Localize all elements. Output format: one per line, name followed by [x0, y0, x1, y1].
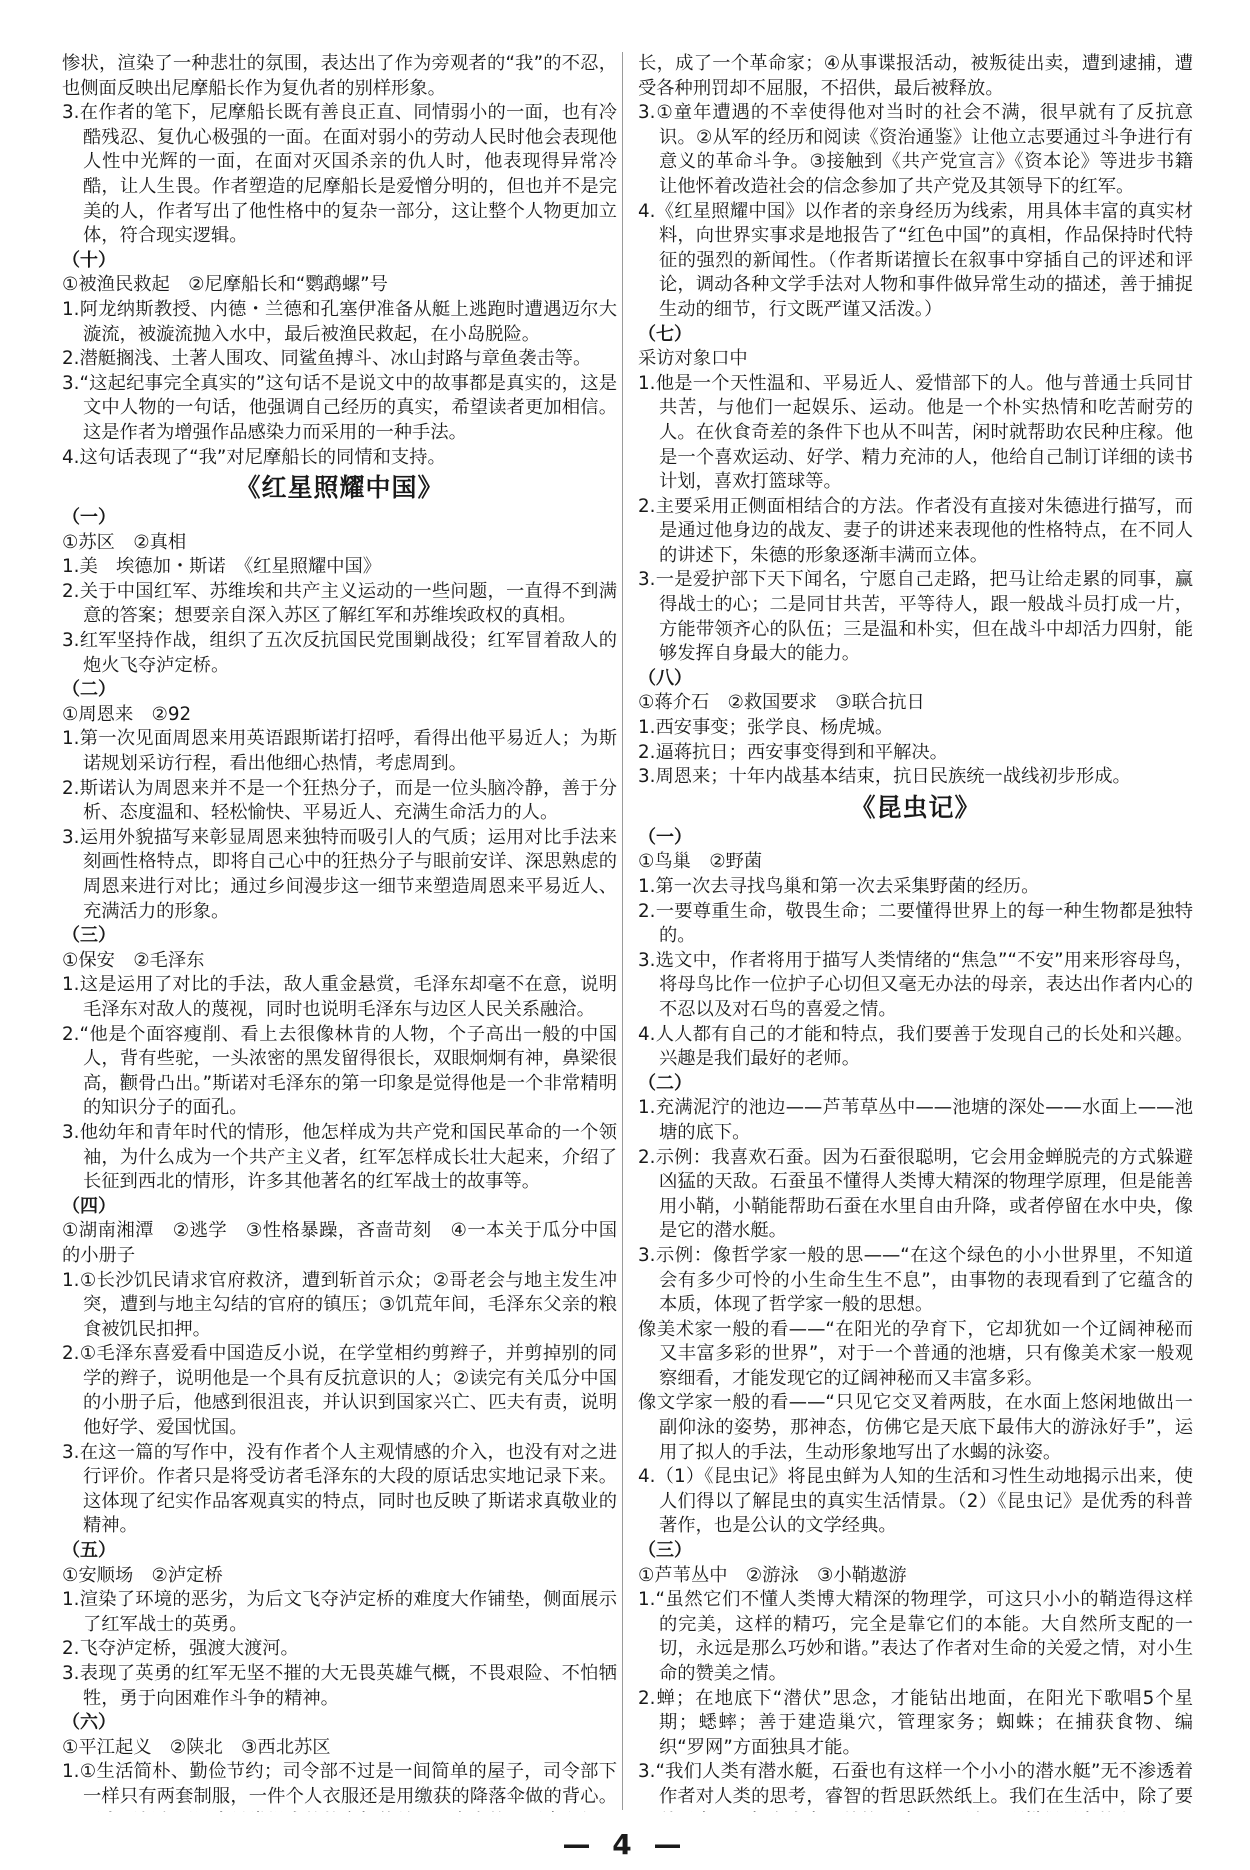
answer-paragraph: ①芦苇丛中 ②游泳 ③小鞘遨游 [638, 1564, 907, 1586]
answer-paragraph: 2.一要尊重生命，敬畏生命；二要懂得世界上的每一种生物都是独特的。 [638, 900, 1193, 947]
answer-paragraph: 3.“我们人类有潜水艇，石蚕也有这样一个小小的潜水艇”无不渗透着作者对人类的思考，睿智的哲思跃然纸上。我们在生活中，除了要 [638, 1761, 1193, 1807]
answer-paragraph: 1.美 埃德加・斯诺 《红星照耀中国》 [62, 556, 382, 578]
answer-paragraph: ①安顺场 ②泸定桥 [62, 1564, 223, 1586]
answer-paragraph: 1.①长沙饥民请求官府救济，遭到斩首示众；②哥老会与地主发生冲突，遭到与地主勾结的官府的镇压；③饥荒年间，毛泽东父亲的粮食被饥民扣押。 [62, 1269, 617, 1340]
answer-paragraph: 3.在作者的笔下，尼摩船长既有善良正直、同情弱小的一面，也有冷酷残忍、复仇心极强的一面。在面对弱小的劳动人民时他会表现他人性中光辉的一面，在面对灭国杀亲的仇人时，他表现得异常冷酷，让人生畏。作者塑造的尼摩船长是爱憎分明的，但也并不是完美的人，作者写出了他性格中的复杂一部分，这让整个人物更加立体，符合现实逻辑。 [62, 102, 617, 247]
right-column [638, 52, 1193, 1812]
answer-paragraph: 3.红军坚持作战，组织了五次反抗国民党围剿战役；红军冒着敌人的炮火飞夺泸定桥。 [62, 630, 617, 676]
answer-paragraph: 2.斯诺认为周恩来并不是一个狂热分子，而是一位头脑冷静，善于分析、态度温和、轻松愉快、平易近人、充满生命活力的人。 [62, 777, 617, 824]
answer-paragraph: 1.“虽然它们不懂人类博大精深的物理学，可这只小小的鞘造得这样的完美，这样的精巧，完全是靠它们的本能。大自然所支配的一切，永远是那么巧妙和谐。”表达了作者对生命的关爱之情，对小生命的赞美之情。 [638, 1589, 1193, 1684]
section-heading: （六） [62, 1712, 116, 1734]
answer-paragraph: 3.一是爱护部下天下闻名，宁愿自己走路，把马让给走累的同事，赢得战士的心；二是同甘共苦，平等待人，跟一般战斗员打成一片，方能带领齐心的队伍；三是温和朴实，但在战斗中却活力四射，能够发挥自身最大的能力。 [638, 569, 1193, 665]
page-number: — 4 — [562, 1828, 688, 1861]
answer-paragraph: 3.运用外貌描写来彰显周恩来独特而吸引人的气质；运用对比手法来刻画性格特点，即将自己心中的狂热分子与眼前安详、深思熟虑的周恩来进行对比；通过乡间漫步这一细节来塑造周恩来平易近人、充满活力的形象。 [62, 826, 617, 922]
answer-paragraph: 3.在这一篇的写作中，没有作者个人主观情感的介入，也没有对之进行评价。作者只是将受访者毛泽东的大段的原话忠实地记录下来。这体现了纪实作品客观真实的特点，同时也反映了斯诺求真敬业的精神。 [62, 1441, 617, 1537]
section-heading: （四） [62, 1195, 116, 1217]
section-heading: （二） [62, 679, 116, 701]
answer-paragraph: 3.选文中，作者将用于描写人类情绪的“焦急”“不安”用来形容母鸟，将母鸟比作一位护子心切但又毫无办法的母亲，表达出作者内心的不忍以及对石鸟的喜爱之情。 [638, 949, 1193, 1020]
answer-paragraph: 4.（1）《昆虫记》将昆虫鲜为人知的生活和习性生动地揭示出来，使人们得以了解昆虫的真实生活情景。（2）《昆虫记》是优秀的科普著作，也是公认的文学经典。 [638, 1466, 1193, 1537]
answer-paragraph: 4.人人都有自己的才能和特点，我们要善于发现自己的长处和兴趣。兴趣是我们最好的老师。 [638, 1023, 1193, 1070]
answer-paragraph: ①周恩来 ②92 [62, 703, 192, 725]
answer-paragraph: ①被渔民救起 ②尼摩船长和“鹦鹉螺”号 [62, 274, 388, 296]
book-title: 《红星照耀中国》 [235, 473, 444, 503]
answer-paragraph: 像美术家一般的看——“在阳光的孕育下，它却犹如一个辽阔神秘而又丰富多彩的世界”，对于一个普通的池塘，只有像美术家一般观察细看，才能发现它的辽阔神秘而又丰富多彩。 [638, 1318, 1193, 1389]
answer-paragraph: 2.逼蒋抗日；西安事变得到和平解决。 [638, 741, 948, 763]
answer-paragraph: 1.阿龙纳斯教授、内德・兰德和孔塞伊准备从艇上逃跑时遭遇迈尔大漩流，被漩流抛入水中，最后被渔民救起，在小岛脱险。 [62, 298, 617, 345]
answer-paragraph: 像文学家一般的看——“只见它交叉着两肢，在水面上悠闲地做出一副仰泳的姿势，那神态，仿佛它是天底下最伟大的游泳好手”，运用了拟人的手法，生动形象地写出了水蝎的泳姿。 [638, 1392, 1193, 1463]
answer-paragraph: 1.这是运用了对比的手法，敌人重金悬赏，毛泽东却毫不在意，说明毛泽东对敌人的蔑视，同时也说明毛泽东与边区人民关系融洽。 [62, 974, 617, 1020]
section-heading: （三） [62, 925, 116, 947]
answer-paragraph: 2.关于中国红军、苏维埃和共产主义运动的一些问题，一直得不到满意的答案；想要亲自深入苏区了解红军和苏维埃政权的真相。 [62, 580, 617, 627]
answer-paragraph: ①平江起义 ②陕北 ③西北苏区 [62, 1736, 331, 1758]
answer-paragraph: 1.西安事变；张学良、杨虎城。 [638, 717, 894, 739]
section-heading: （八） [638, 667, 692, 689]
answer-paragraph: ①蒋介石 ②救国要求 ③联合抗日 [638, 692, 925, 714]
answer-paragraph: 3.他幼年和青年时代的情形，他怎样成为共产党和国民革命的一个领袖，为什么成为一个共产主义者，红军怎样成长壮大起来，介绍了长征到西北的情形，许多其他著名的红军战士的故事等。 [62, 1121, 617, 1193]
answer-paragraph: 1.第一次见面周恩来用英语跟斯诺打招呼，看得出他平易近人；为斯诺规划采访行程，看出他细心热情，考虑周到。 [62, 728, 617, 775]
section-heading: （二） [638, 1072, 692, 1094]
answer-paragraph: 2.“他是个面容瘦削、看上去很像林肯的人物，个子高出一般的中国人，背有些驼，一头浓密的黑发留得很长，双眼炯炯有神，鼻梁很高，颧骨凸出。”斯诺对毛泽东的第一印象是觉得他是一个非常精明的知识分子的面孔。 [62, 1023, 617, 1119]
column-divider [622, 52, 623, 1810]
answer-paragraph: ①苏区 ②真相 [62, 531, 187, 553]
answer-paragraph: 4.这句话表现了“我”对尼摩船长的同情和支持。 [62, 446, 446, 468]
answer-paragraph: 2.主要采用正侧面相结合的方法。作者没有直接对朱德进行描写，而是通过他身边的战友、妻子的讲述来表现他的性格特点，在不同人的讲述下，朱德的形象逐渐丰满而立体。 [638, 495, 1193, 566]
answer-paragraph: 1.第一次去寻找鸟巢和第一次去采集野菌的经历。 [638, 876, 1040, 897]
section-heading: （五） [62, 1540, 116, 1562]
book-title: 《昆虫记》 [850, 792, 981, 822]
answer-paragraph: 1.渲染了环境的恶劣，为后文飞夺泸定桥的难度大作铺垫，侧面展示了红军战士的英勇。 [62, 1589, 617, 1635]
answer-paragraph: 3.示例：像哲学家一般的思——“在这个绿色的小小世界里，不知道会有多少可怜的小生命生生不息”，由事物的表现看到了它蕴含的本质，体现了哲学家一般的思想。 [638, 1244, 1193, 1316]
answer-paragraph: 长，成了一个革命家；④从事谍报活动，被叛徒出卖，遭到逮捕，遭受各种刑罚却不屈服，不招供，最后被释放。 [638, 53, 1193, 99]
answer-paragraph: ①保安 ②毛泽东 [62, 949, 205, 971]
answer-paragraph: 3.“这起纪事完全真实的”这句话不是说文中的故事都是真实的，这是文中人物的一句话，他强调自己经历的真实，希望读者更加相信。这是作者为增强作品感染力而采用的一种手法。 [62, 372, 617, 443]
answer-paragraph: 惨状，渲染了一种悲壮的氛围，表达出了作为旁观者的“我”的不忍，也侧面反映出尼摩船长作为复仇者的别样形象。 [62, 53, 617, 99]
section-heading: （三） [638, 1540, 692, 1562]
answer-paragraph: 采访对象口中 [638, 348, 748, 370]
answer-paragraph: 1.他是一个天性温和、平易近人、爱惜部下的人。他与普通士兵同甘共苦，与他们一起娱乐、运动。他是一个朴实热情和吃苦耐劳的人。在伙食奇差的条件下也从不叫苦，闲时就帮助农民种庄稼。他是一个喜欢运动、好学、精力充沛的人，他给自己制订详细的读书计划，喜欢打篮球等。 [638, 372, 1193, 493]
answer-paragraph: 3.表现了英勇的红军无坚不摧的大无畏英雄气概，不畏艰险、不怕牺牲，勇于向困难作斗争的精神。 [62, 1663, 617, 1709]
section-heading: （七） [638, 323, 692, 345]
answer-paragraph: 4.《红星照耀中国》以作者的亲身经历为线索，用具体丰富的真实材料，向世界实事求是地报告了“红色中国”的真相，作品保持时代特征的强烈的新闻性。（作者斯诺擅长在叙事中穿插自己的评述和评论，调动各种文学手法对人物和事件做异常生动的描述，善于捕捉生动的细节，行文既严谨又活泼。） [638, 200, 1193, 320]
left-column [62, 52, 617, 1812]
answer-paragraph: ①鸟巢 ②野菌 [638, 851, 763, 873]
answer-paragraph: 3.周恩来；十年内战基本结束，抗日民族统一战线初步形成。 [638, 766, 1131, 788]
answer-paragraph: 1.充满泥泞的池边——芦苇草丛中——池塘的深处——水面上——池塘的底下。 [638, 1097, 1193, 1143]
answer-paragraph: 2.示例：我喜欢石蚕。因为石蚕很聪明，它会用金蝉脱壳的方式躲避凶猛的天敌。石蚕虽不懂得人类博大精深的物理学原理，但是能善用小鞘，小鞘能帮助石蚕在水里自由升降，或者停留在水中央，像是它的潜水艇。 [638, 1146, 1193, 1242]
answer-paragraph: 2.潜艇搁浅、土著人围攻、同鲨鱼搏斗、冰山封路与章鱼袭击等。 [62, 348, 592, 370]
section-heading: （一） [638, 826, 692, 848]
answer-paragraph: 2.飞夺泸定桥，强渡大渡河。 [62, 1638, 299, 1660]
answer-paragraph: ①湖南湘潭 ②逃学 ③性格暴躁，吝啬苛刻 ④一本关于瓜分中国的小册子 [62, 1220, 617, 1266]
answer-paragraph: 1.①生活简朴、勤俭节约；司令部不过是一间简单的屋子，司令部下一样只有两套制服，一件个人衣服还是用缴获的降落伞做的背心。 [62, 1761, 617, 1807]
section-heading: （一） [62, 507, 116, 529]
section-heading: （十） [62, 249, 116, 271]
answer-paragraph: 2.①毛泽东喜爱看中国造反小说，在学堂相约剪辫子，并剪掉别的同学的辫子，说明他是一个具有反抗意识的人；②读完有关瓜分中国的小册子后，他感到很沮丧，并认识到国家兴亡、匹夫有责，说明他好学、爱国忧国。 [62, 1343, 617, 1439]
answer-paragraph: 3.①童年遭遇的不幸使得他对当时的社会不满，很早就有了反抗意识。②从军的经历和阅读《资治通鉴》让他立志要通过斗争进行有意义的革命斗争。③接触到《共产党宣言》《资本论》等进步书籍让他怀着改造社会的信念参加了共产党及其领导下的红军。 [638, 102, 1193, 197]
answer-paragraph: 2.蝉；在地底下“潜伏”思念，才能钻出地面，在阳光下歌唱5个星期；蟋蟀；善于建造巢穴，管理家务；蜘蛛；在捕获食物、编织“罗网”方面独具才能。 [638, 1687, 1193, 1758]
